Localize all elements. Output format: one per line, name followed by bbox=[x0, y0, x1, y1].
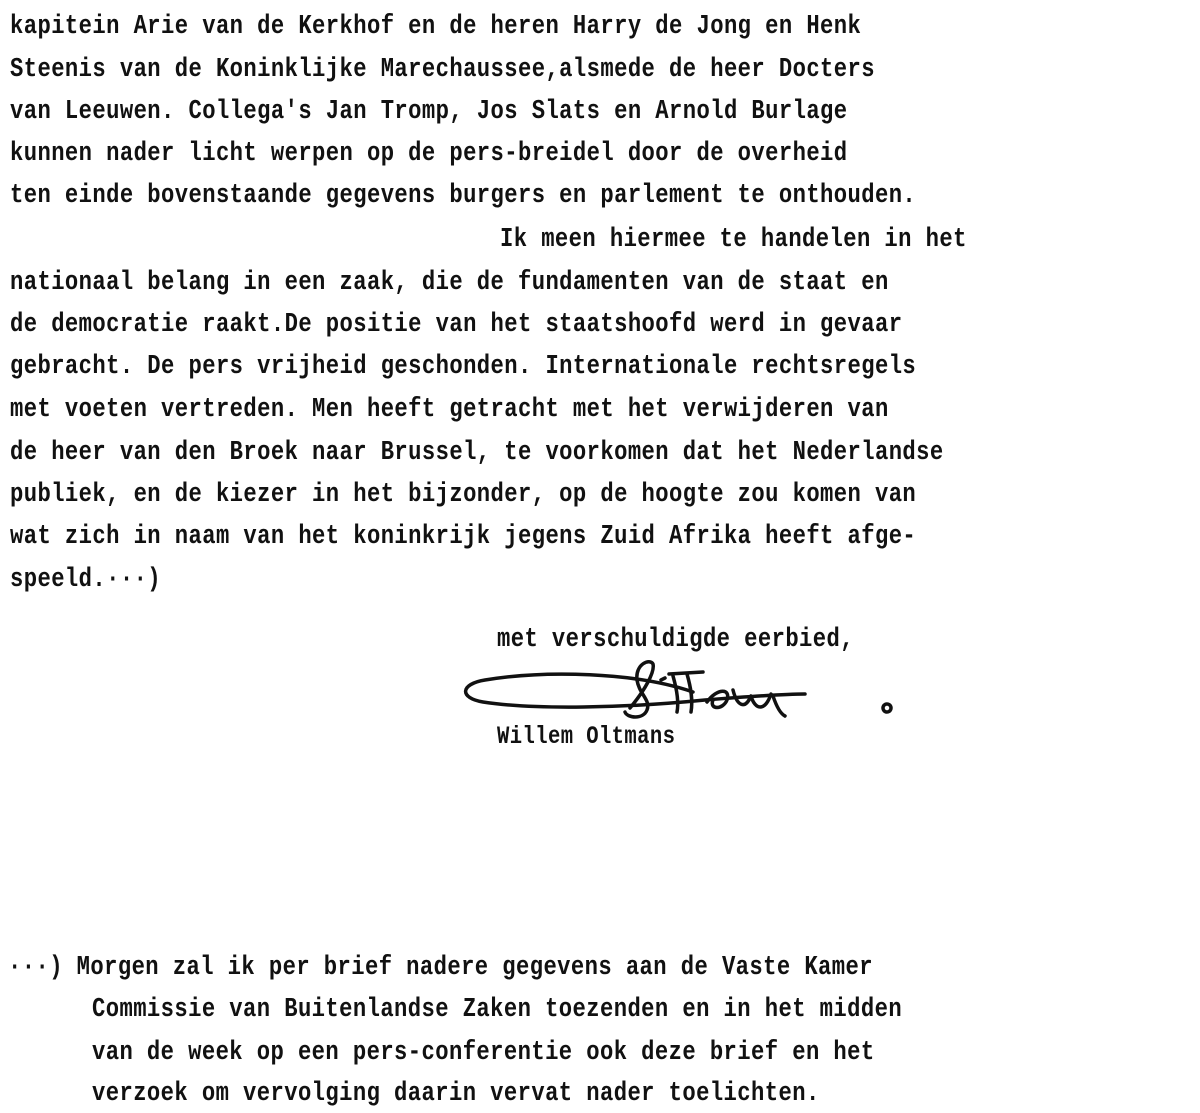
footnote-line: van de week op een pers-conferentie ook deze brief en het bbox=[92, 1038, 875, 1068]
signatory-name: Willem Oltmans bbox=[497, 722, 676, 751]
footnote-line: verzoek om vervolging daarin vervat nader toelichten. bbox=[92, 1079, 820, 1109]
letter-line: de democratie raakt.De positie van het staatshoofd werd in gevaar bbox=[10, 310, 903, 340]
footnote-line: Commissie van Buitenlandse Zaken toezenden en in het midden bbox=[92, 995, 903, 1025]
letter-line: nationaal belang in een zaak, die de fundamenten van de staat en bbox=[10, 268, 889, 298]
letter-line: Steenis van de Koninklijke Marechaussee,alsmede de heer Docters bbox=[10, 55, 875, 85]
letter-line: met voeten vertreden. Men heeft getracht met het verwijderen van bbox=[10, 395, 889, 425]
letter-line: wat zich in naam van het koninkrijk jegens Zuid Afrika heeft afge- bbox=[10, 522, 917, 552]
letter-line: de heer van den Broek naar Brussel, te voorkomen dat het Nederlandse bbox=[10, 438, 944, 468]
letter-line: kunnen nader licht werpen op de pers-breidel door de overheid bbox=[10, 139, 848, 169]
letter-line: van Leeuwen. Collega's Jan Tromp, Jos Slats en Arnold Burlage bbox=[10, 97, 848, 127]
letter-line: speeld.···) bbox=[10, 565, 162, 595]
letter-line: ten einde bovenstaande gegevens burgers en parlement te onthouden. bbox=[10, 181, 917, 211]
letter-line: kapitein Arie van de Kerkhof en de heren Harry de Jong en Henk bbox=[10, 12, 862, 42]
letter-line: gebracht. De pers vrijheid geschonden. Internationale rechtsregels bbox=[10, 352, 917, 382]
closing-greeting: met verschuldigde eerbied, bbox=[497, 625, 854, 655]
letter-line: publiek, en de kiezer in het bijzonder, op de hoogte zou komen van bbox=[10, 480, 917, 510]
letter-line: Ik meen hiermee te handelen in het bbox=[500, 225, 967, 255]
footnote-line: ···) Morgen zal ik per brief nadere gegevens aan de Vaste Kamer bbox=[8, 953, 873, 983]
